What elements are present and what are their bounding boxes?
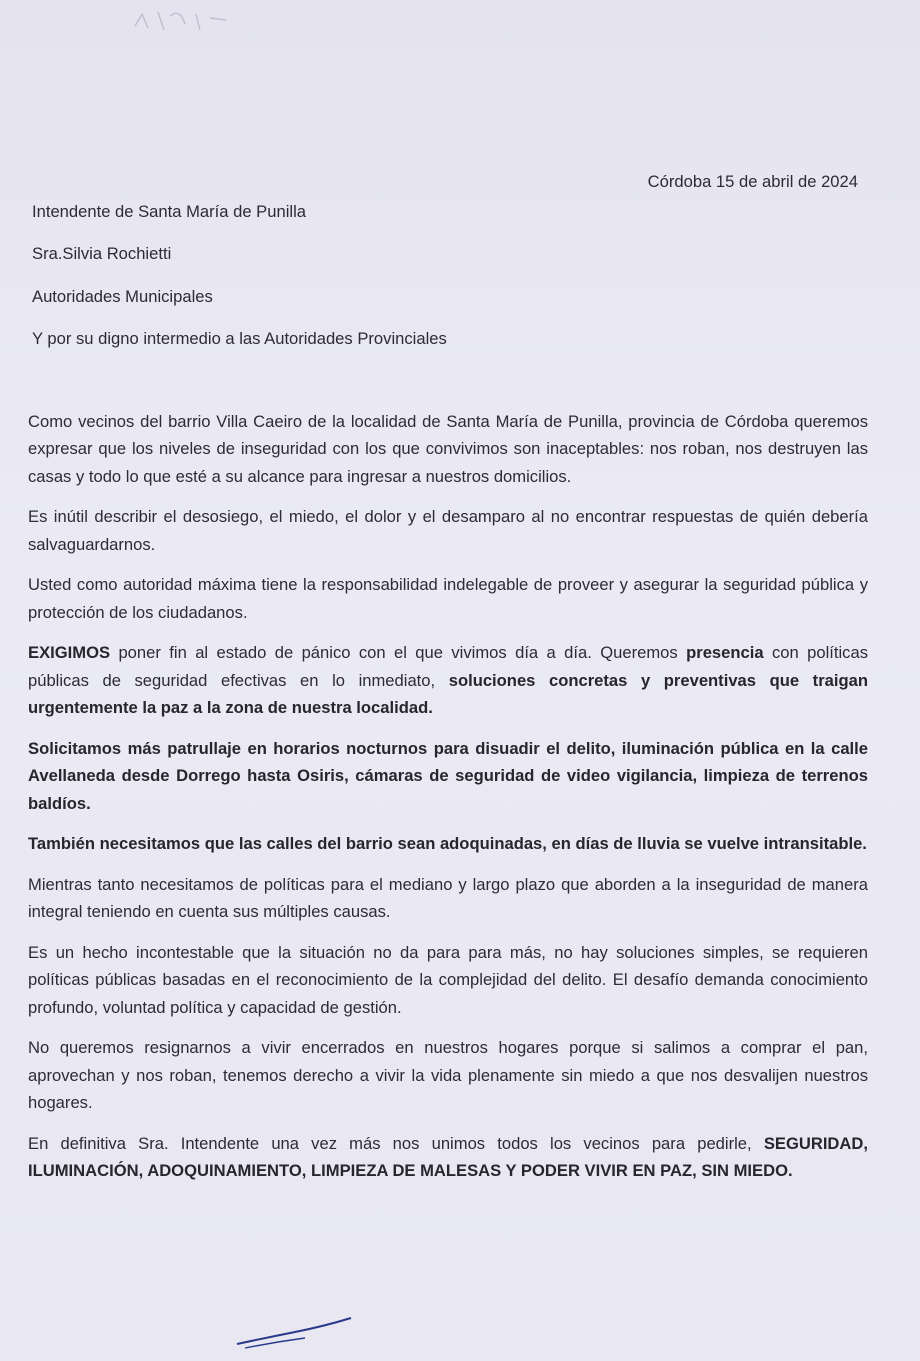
paragraph [28, 735, 868, 818]
bold-text: presencia [686, 643, 764, 662]
paragraph-demands [28, 639, 868, 722]
bold-text: Solicitamos más patrullaje en horarios nocturnos para disuadir el delito, iluminación pública en la calle Avellaneda desde Dorrego hasta Osiris, cámaras de seguridad de video vigilancia, limpieza de terrenos baldíos. [28, 738, 868, 813]
addressee-line: Sra.Silvia Rochietti [32, 244, 172, 263]
spacer [28, 368, 868, 408]
paragraph: Es un hecho incontestable que la situación no da para para más, no hay soluciones simples, se requieren políticas públicas basadas en el reconocimiento de la complejidad del delito. El desafío demanda conocimiento profundo, voluntad política y capacidad de gestión. [28, 942, 868, 1017]
addressee-line: Autoridades Municipales [32, 286, 213, 306]
paragraph-text: poner fin al estado de pánico con el que vivimos día a día. Queremos [110, 643, 687, 662]
handwritten-mark-icon [130, 6, 240, 36]
paragraph: Es inútil describir el desosiego, el miedo, el dolor y el desamparo al no encontrar respuestas de quién debería salvaguardarnos. [28, 507, 868, 554]
paragraph: Como vecinos del barrio Villa Caeiro de la localidad de Santa María de Punilla, provincia de Córdoba queremos expresar que los niveles de inseguridad con los que convivimos son inaceptables: nos roban, nos destruyen las casas y todo lo que esté a su alcance para ingresar a nuestros domicilios. [28, 411, 868, 486]
paragraph-text: con políticas públicas de seguridad efectivas en lo inmediato, [28, 643, 868, 690]
bold-text: EXIGIMOS [28, 643, 111, 662]
paragraph-closing [28, 1130, 868, 1185]
paragraph: No queremos resignarnos a vivir encerrados en nuestros hogares porque si salimos a comprar el pan, aprovechan y nos roban, tenemos derecho a vivir la vida plenamente sin miedo a que nos desvalijen nuestros hogares. [28, 1038, 868, 1112]
pen-stroke-icon [235, 1312, 355, 1352]
bold-text: También necesitamos que las calles del barrio sean adoquinadas, en días de lluvia se vuelve intransitable. [28, 834, 867, 853]
paragraph: Usted como autoridad máxima tiene la responsabilidad indelegable de proveer y asegurar la seguridad pública y protección de los ciudadanos. [28, 575, 868, 622]
bold-text: soluciones concretas y preventivas que traigan urgentemente la paz a la zona de nuestra localidad. [28, 670, 868, 717]
paragraph [28, 830, 868, 858]
letter-date: Córdoba 15 de abril de 2024 [647, 172, 858, 191]
addressee-line: Intendente de Santa María de Punilla [32, 201, 306, 221]
paragraph-text: En definitiva Sra. Intendente una vez más nos unimos todos los vecinos para pedirle, [28, 1133, 764, 1153]
bold-text: SEGURIDAD, ILUMINACIÓN, ADOQUINAMIENTO, LIMPIEZA DE MALESAS Y PODER VIVIR EN PAZ, SIN MIEDO. [28, 1133, 868, 1180]
addressee-line: Y por su digno intermedio a las Autoridades Provinciales [32, 329, 447, 348]
paragraph: Mientras tanto necesitamos de políticas para el mediano y largo plazo que aborden a la inseguridad de manera integral teniendo en cuenta sus múltiples causas. [28, 874, 868, 921]
letter-body [28, 168, 868, 1198]
